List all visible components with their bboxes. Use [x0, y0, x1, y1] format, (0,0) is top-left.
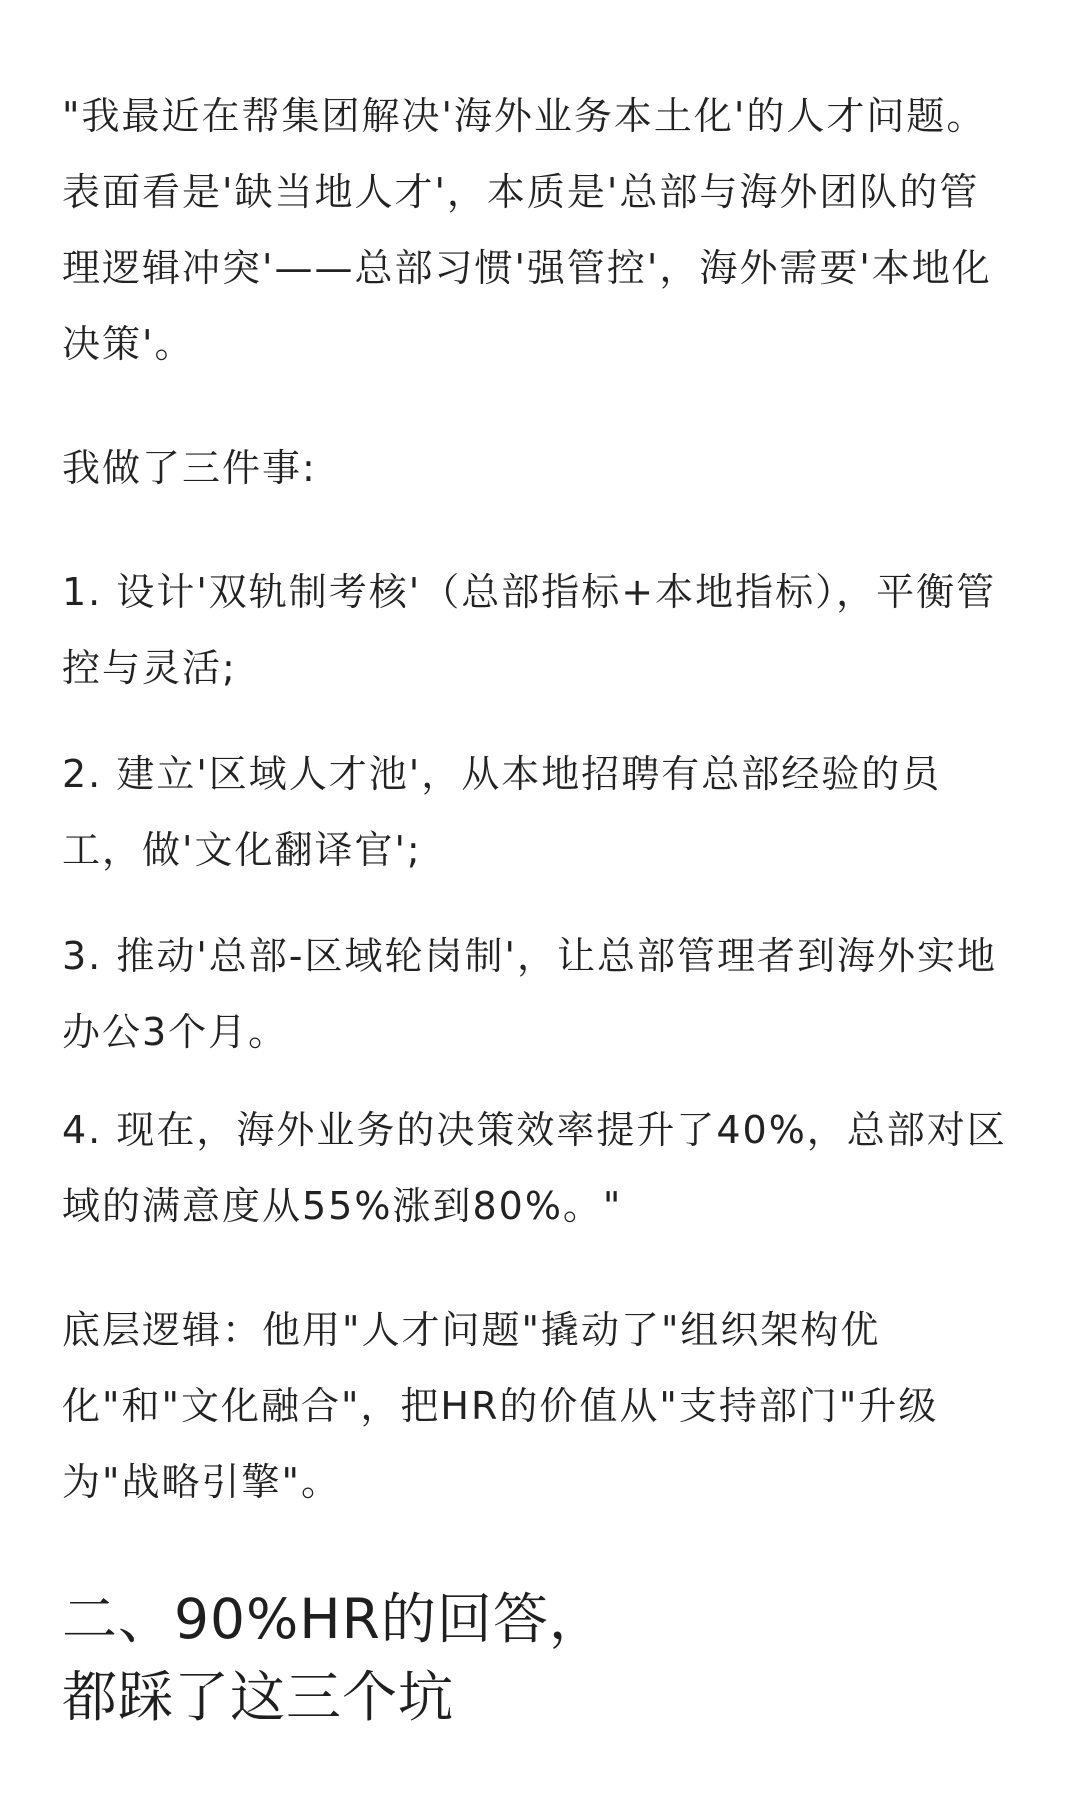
intro-paragraph: "我最近在帮集团解决'海外业务本土化'的人才问题。表面看是'缺当地人才'，本质是'总部与海外团队的管理逻辑冲突'——总部习惯'强管控'，海外需要'本地化决策'。 [62, 94, 992, 366]
section-heading-line: 二、90%HR的回答， [62, 1587, 605, 1651]
article-body [62, 78, 1018, 1736]
list-item: 2. 建立'区域人才池'，从本地招聘有总部经验的员工，做'文化翻译官'; [62, 752, 942, 872]
logic-paragraph: 底层逻辑：他用"人才问题"撬动了"组织架构优化"和"文化融合"，把HR的价值从"支持部门"升级为"战略引擎"。 [62, 1308, 939, 1504]
actions-lead: 我做了三件事: [62, 446, 317, 490]
list-item: 1. 设计'双轨制考核'（总部指标+本地指标），平衡管控与灵活; [62, 570, 997, 690]
list-item: 3. 推动'总部-区域轮岗制'，让总部管理者到海外实地办公3个月。 [62, 934, 997, 1054]
section-heading [62, 1580, 1018, 1736]
list-item: 4. 现在，海外业务的决策效率提升了40%，总部对区域的满意度从55%涨到80%。" [62, 1108, 1007, 1228]
section-heading-line: 都踩了这三个坑 [62, 1665, 455, 1729]
